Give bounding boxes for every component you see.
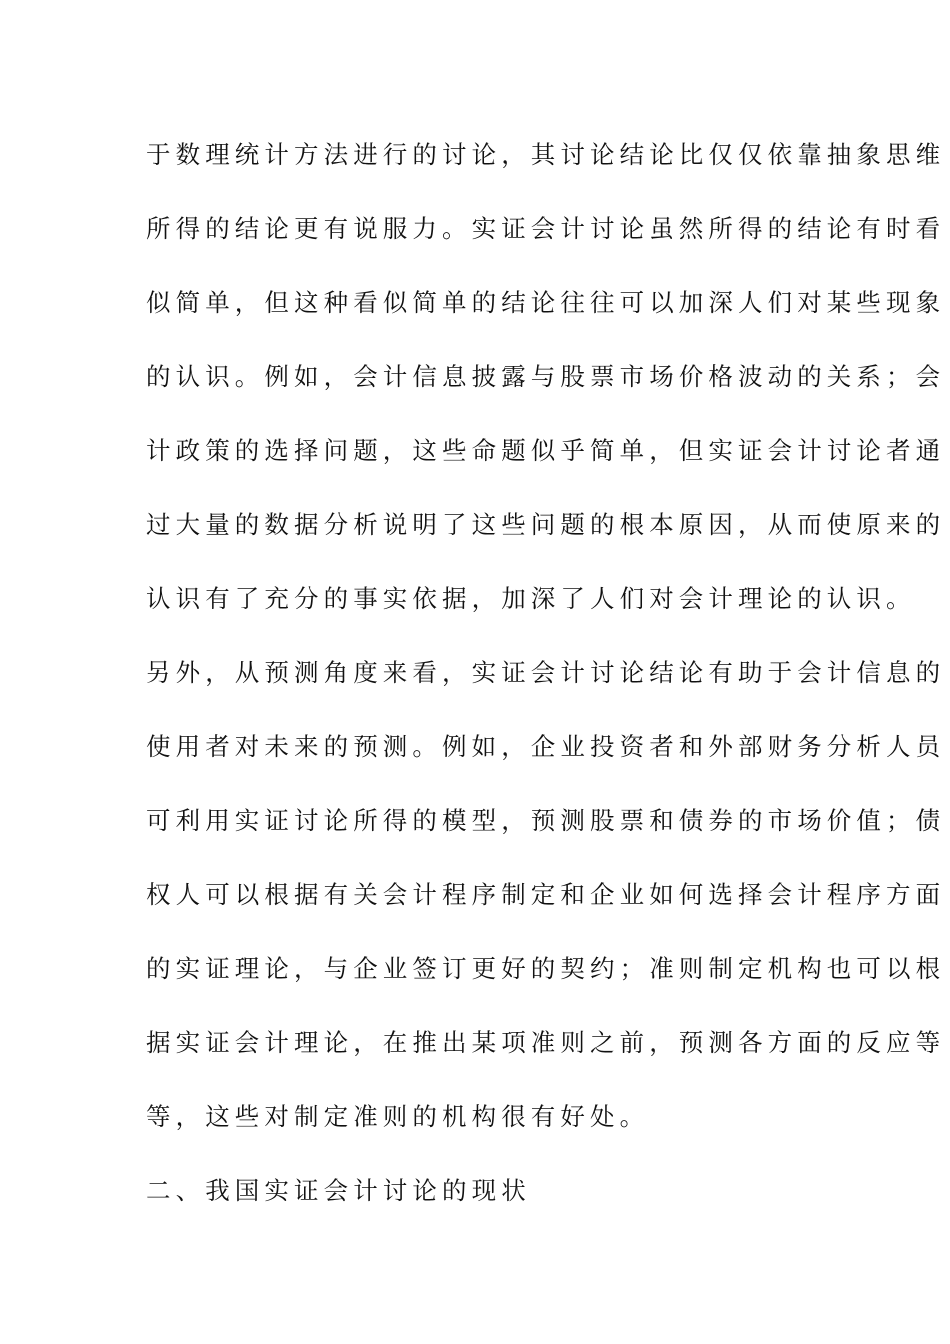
- text-line: 的认识。例如，会计信息披露与股票市场价格波动的关系；会: [146, 362, 946, 391]
- text-line: 所得的结论更有说服力。实证会计讨论虽然所得的结论有时看: [146, 214, 946, 243]
- text-line: 使用者对未来的预测。例如，企业投资者和外部财务分析人员: [146, 732, 946, 761]
- text-line: 另外，从预测角度来看，实证会计讨论结论有助于会计信息的: [146, 658, 946, 687]
- text-line: 等，这些对制定准则的机构很有好处。: [146, 1102, 650, 1131]
- text-line: 权人可以根据有关会计程序制定和企业如何选择会计程序方面: [146, 880, 946, 909]
- text-line: 据实证会计理论，在推出某项准则之前，预测各方面的反应等: [146, 1028, 946, 1057]
- text-line: 的实证理论，与企业签订更好的契约；准则制定机构也可以根: [146, 954, 946, 983]
- text-line: 认识有了充分的事实依据，加深了人们对会计理论的认识。: [146, 584, 916, 613]
- text-line: 于数理统计方法进行的讨论，其讨论结论比仅仅依靠抽象思维: [146, 140, 946, 169]
- text-line: 过大量的数据分析说明了这些问题的根本原因，从而使原来的: [146, 510, 946, 539]
- section-heading: 二、我国实证会计讨论的现状: [146, 1176, 531, 1205]
- text-line: 可利用实证讨论所得的模型，预测股票和债券的市场价值；债: [146, 806, 946, 835]
- text-line: 计政策的选择问题，这些命题似乎简单，但实证会计讨论者通: [146, 436, 946, 465]
- text-line: 似简单，但这种看似简单的结论往往可以加深人们对某些现象: [146, 288, 946, 317]
